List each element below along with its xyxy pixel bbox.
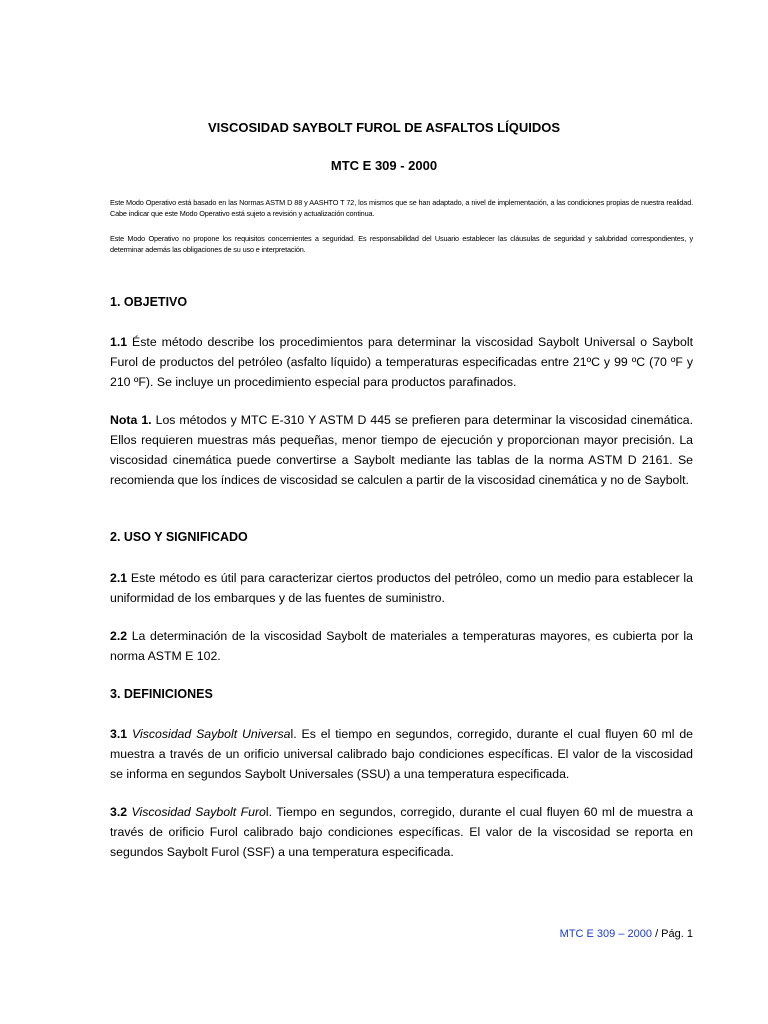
nota-1 <box>110 410 693 490</box>
section-1-heading: 1. OBJETIVO <box>110 295 188 309</box>
paragraph-3-2 <box>110 802 693 862</box>
footer-page-number: / Pág. 1 <box>652 928 693 940</box>
footer-year: 2000 <box>627 928 653 940</box>
paragraph-text: Este método es útil para caracterizar ciertos productos del petróleo, como un medio para establecer la uniformidad de los embarques y de las fuentes de suministro. <box>110 571 693 605</box>
section-3-heading: 3. DEFINICIONES <box>110 687 213 701</box>
footer-code: MTC E 309 <box>559 928 616 940</box>
definition-term: Viscosidad Saybolt Furo <box>127 805 266 819</box>
paragraph-2-1 <box>110 568 693 608</box>
page-footer <box>560 928 693 940</box>
definition-term: Viscosidad Saybolt Universa <box>127 727 291 741</box>
note-text: Los métodos y MTC E-310 Y ASTM D 445 se prefieren para determinar la viscosidad cinemática. Ellos requieren muestras más pequeñas, menor tiempo de ejecución y proporcionan mayor precisión. La viscosidad cinemática puede convertirse a Saybolt mediante las tablas de la norma ASTM D 2161. Se recomienda que los índices de viscosidad se calculen a partir de la viscosidad cinemática y no de Saybolt. <box>110 413 693 487</box>
paragraph-text: La determinación de la viscosidad Saybolt de materiales a temperaturas mayores, es cubierta por la norma ASTM E 102. <box>110 629 693 663</box>
document-code: MTC E 309 - 2000 <box>330 158 438 173</box>
note-label: Nota 1. <box>110 413 152 427</box>
scope-note-basis: Este Modo Operativo está basado en las Normas ASTM D 88 y AASHTO T 72, los mismos que se han adaptado, a nivel de implementación, a las condiciones propias de nuestra realidad. Cabe indicar que este Modo Operativo está sujeto a revisión y actualización continua. <box>110 198 693 218</box>
paragraph-2-2 <box>110 626 693 666</box>
paragraph-number: 3.1 <box>110 727 128 741</box>
paragraph-text: l. Es el tiempo en segundos, corregido, durante el cual fluyen 60 ml de muestra a través de un orificio universal calibrado bajo condiciones específicas. El valor de la viscosidad se informa en segundos Saybolt Universales (SSU) a una temperatura especificada. <box>110 727 694 781</box>
paragraph-number: 2.2 <box>110 629 128 643</box>
paragraph-text: l. Tiempo en segundos, corregido, durante el cual fluyen 60 ml de muestra a través de orificio Furol calibrado bajo condiciones específicas. El valor de la viscosidad se reporta en segundos Saybolt Furol (SSF) a una temperatura especificada. <box>110 805 694 859</box>
paragraph-number: 2.1 <box>110 571 128 585</box>
paragraph-number: 1.1 <box>110 335 128 349</box>
scope-note-safety: Este Modo Operativo no propone los requisitos concernientes a seguridad. Es responsabilidad del Usuario establecer las cláusulas de seguridad y salubridad correspondientes, y determinar además las obligaciones de su uso e interpretación. <box>110 234 693 254</box>
paragraph-text: Éste método describe los procedimientos para determinar la viscosidad Saybolt Universal o Saybolt Furol de productos del petróleo (asfalto líquido) a temperaturas especificadas entre 21ºC y 99 ºC (70 ºF y 210 ºF). Se incluye un procedimiento especial para productos parafinados. <box>110 335 693 389</box>
footer-dash: – <box>615 928 628 940</box>
paragraph-3-1 <box>110 724 693 784</box>
section-2-heading: 2. USO Y SIGNIFICADO <box>110 530 248 544</box>
paragraph-number: 3.2 <box>110 805 128 819</box>
paragraph-1-1 <box>110 332 693 392</box>
document-title: VISCOSIDAD SAYBOLT FUROL DE ASFALTOS LÍQUIDOS <box>208 120 560 135</box>
